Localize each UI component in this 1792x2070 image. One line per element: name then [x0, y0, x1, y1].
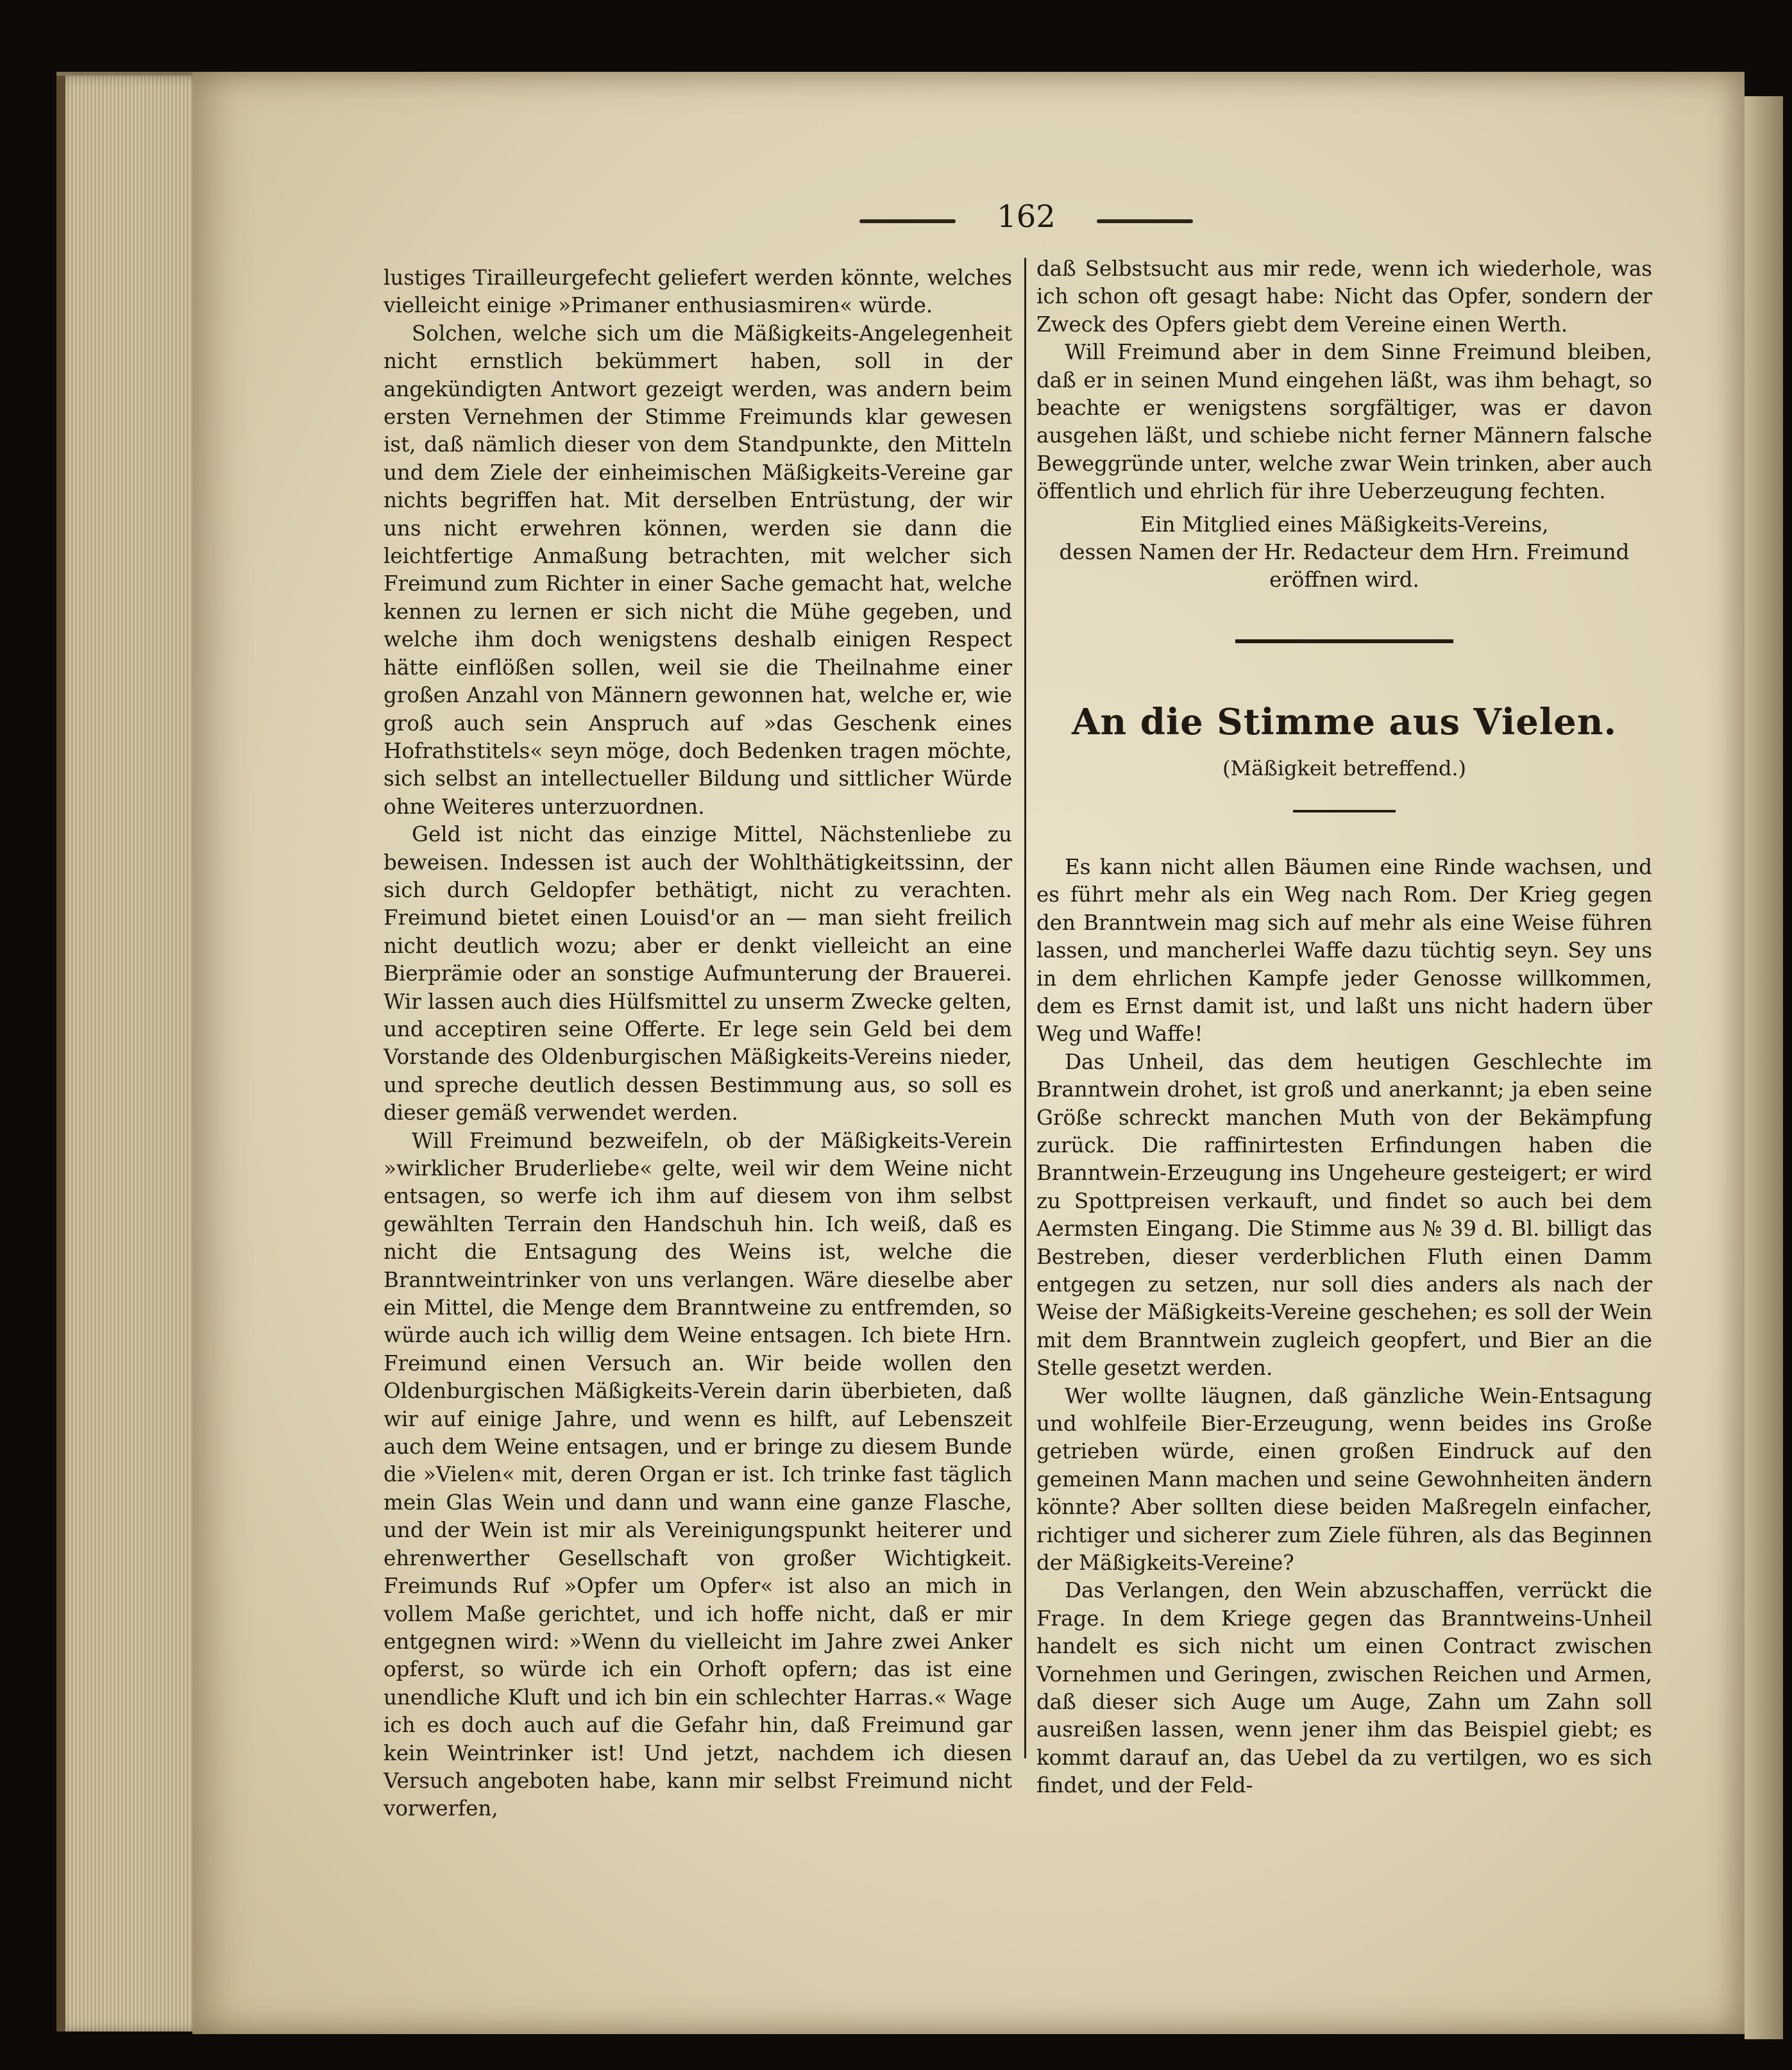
- header-rule-right: [1097, 219, 1193, 223]
- header-rule-left: [859, 219, 956, 223]
- left-column: [384, 264, 1012, 1823]
- paragraph: Das Verlangen, den Wein abzuschaffen, verrückt die Frage. In dem Kriege gegen das Branntweins-Unheil handelt es sich nicht um einen Contract zwischen Vornehmen und Geringen, zwischen Reichen und Armen, daß dieser sich Auge um Auge, Zahn um Zahn soll ausreißen lassen, wenn jener ihm das Beispiel giebt; es kommt darauf an, das Uebel da zu vertilgen, wo es sich findet, und der Feld-: [1036, 1578, 1652, 1798]
- column-divider: [1024, 258, 1026, 1758]
- right-column: [1036, 255, 1652, 1800]
- article-heading: An die Stimme aus Vielen.: [1072, 700, 1617, 743]
- book-right-edge: [1745, 96, 1783, 2039]
- article-subheading: (Mäßigkeit betreffend.): [1222, 755, 1466, 780]
- paragraph: Will Freimund bezweifeln, ob der Mäßigkeits-Verein »wirklicher Bruderliebe« gelte, weil wir dem Weine nicht entsagen, so werfe ich ihm auf diesem von ihm selbst gewählten Terrain den Handschuh hin. Ich weiß, daß es nicht die Entsagung des Weins ist, welche die Branntweintrinker von uns verlangen. Wäre dieselbe aber ein Mittel, die Menge dem Branntweine zu entfremden, so würde auch ich willig dem Weine entsagen. Ich biete Hrn. Freimund einen Versuch an. Wir beide wollen den Oldenburgischen Mäßigkeits-Verein darin überbieten, daß wir auf einige Jahre, und wenn es hilft, auf Lebenszeit auch dem Weine entsagen, und er bringe zu diesem Bunde die »Vielen« mit, deren Organ er ist. Ich trinke fast täglich mein Glas Wein und dann und wann eine ganze Flasche, und der Wein ist mir als Vereinigungspunkt heiterer und ehrenwerther Gesellschaft von großer Wichtigkeit. Freimunds Ruf »Opfer um Opfer« ist also an mich in vollem Maße gerichtet, und ich hoffe nicht, daß er mir entgegnen wird: »Wenn du vielleicht im Jahre zwei Anker opferst, so würde ich ein Orhoft opfern; das ist eine unendliche Kluft und ich bin ein schlechter Harras.« Wage ich es doch auch auf die Gefahr hin, daß Freimund gar kein Weintrinker ist! Und jetzt, nachdem ich diesen Versuch angeboten habe, kann mir selbst Freimund nicht vorwerfen,: [384, 1128, 1012, 1821]
- paragraph: Wer wollte läugnen, daß gänzliche Wein-Entsagung und wohlfeile Bier-Erzeugung, wenn beides ins Große getrieben würde, einen großen Eindruck auf den gemeinen Mann machen und seine Gewohnheiten ändern könnte? Aber sollten diese beiden Maßregeln einfacher, richtiger und sicherer zum Ziele führen, als das Beginnen der Mäßigkeits-Vereine?: [1036, 1383, 1652, 1576]
- book-page-edges: [56, 76, 210, 2032]
- page-header: [859, 199, 1193, 244]
- heading-separator: [1293, 810, 1396, 812]
- signature-line: Ein Mitglied eines Mäßigkeits-Vereins,: [1140, 512, 1549, 537]
- paragraph: Will Freimund aber in dem Sinne Freimund bleiben, daß er in seinen Mund eingehen läßt, was ihm behagt, so beachte er wenigstens sorgfältiger, was er davon ausgehen läßt, und schiebe nicht ferner Männern falsche Beweggründe unter, welche zwar Wein trinken, aber auch öffentlich und ehrlich für ihre Ueberzeugung fechten.: [1036, 340, 1652, 504]
- paragraph: Es kann nicht allen Bäumen eine Rinde wachsen, und es führt mehr als ein Weg nach Rom. Der Krieg gegen den Branntwein mag sich auf mehr als eine Weise führen lassen, und mancherlei Waffe dazu tüchtig seyn. Sey uns in dem ehrlichen Kampfe jeder Genosse willkommen, dem es Ernst damit ist, und laßt uns nicht hadern über Weg und Waffe!: [1036, 854, 1652, 1047]
- signature-line: eröffnen wird.: [1269, 568, 1419, 593]
- paragraph: Geld ist nicht das einzige Mittel, Nächstenliebe zu beweisen. Indessen ist auch der Wohlthätigkeitssinn, der sich durch Geldopfer bethätigt, nicht zu verachten. Freimund bietet einen Louisd'or an — man sieht freilich nicht deutlich wozu; aber er denkt vielleicht an eine Bierprämie oder an sonstige Aufmunterung der Brauerei. Wir lassen auch dies Hülfsmittel zu unserm Zwecke gelten, und acceptiren seine Offerte. Er lege sein Geld bei dem Vorstande des Oldenburgischen Mäßigkeits-Vereins nieder, und spreche deutlich dessen Bestimmung aus, so soll es dieser gemäß verwendet werden.: [384, 822, 1012, 1125]
- page-number: 162: [997, 199, 1056, 235]
- paragraph: daß Selbstsucht aus mir rede, wenn ich wiederhole, was ich schon oft gesagt habe: Nicht das Opfer, sondern der Zweck des Opfers giebt dem Vereine einen Werth.: [1036, 257, 1652, 337]
- paragraph: Das Unheil, das dem heutigen Geschlechte im Branntwein drohet, ist groß und anerkannt; ja eben seine Größe schreckt manchen Muth von der Bekämpfung zurück. Die raffinirtesten Erfindungen haben die Branntwein-Erzeugung ins Ungeheure gesteigert; er wird zu Spottpreisen verkauft, und findet so auch bei dem Aermsten Eingang. Die Stimme aus № 39 d. Bl. billigt das Bestreben, dieser verderblichen Fluth einen Damm entgegen zu setzen, nur soll dies anders als nach der Weise der Mäßigkeits-Vereine geschehen; es soll der Wein mit dem Branntwein zugleich geopfert, und Bier an die Stelle gesetzt werden.: [1036, 1049, 1652, 1381]
- paragraph: Solchen, welche sich um die Mäßigkeits-Angelegenheit nicht ernstlich bekümmert haben, soll in der angekündigten Antwort gezeigt werden, was andern beim ersten Vernehmen der Stimme Freimunds klar gewesen ist, daß nämlich dieser von dem Standpunkte, den Mitteln und dem Ziele der einheimischen Mäßigkeits-Vereine gar nichts begriffen hat. Mit derselben Entrüstung, der wir uns nicht erwehren können, werden sie dann die leichtfertige Anmaßung betrachten, mit welcher sich Freimund zum Richter in einer Sache gemacht hat, welche kennen zu lernen er sich nicht die Mühe gegeben, und welche ihm doch wenigstens deshalb einigen Respect hätte einflößen sollen, weil sie die Theilnahme einer großen Anzahl von Männern gewonnen hat, welche er, wie groß auch sein Anspruch auf »das Geschenk eines Hofrathstitels« seyn möge, doch Bedenken tragen möchte, sich selbst an intellectueller Bildung und sittlicher Würde ohne Weiteres unterzuordnen.: [384, 321, 1012, 819]
- section-separator: [1235, 639, 1453, 643]
- signature-line: dessen Namen der Hr. Redacteur dem Hrn. Freimund: [1059, 540, 1630, 565]
- paragraph: lustiges Tirailleurgefecht geliefert werden könnte, welches vielleicht einige »Primaner enthusiasmiren« würde.: [384, 265, 1012, 318]
